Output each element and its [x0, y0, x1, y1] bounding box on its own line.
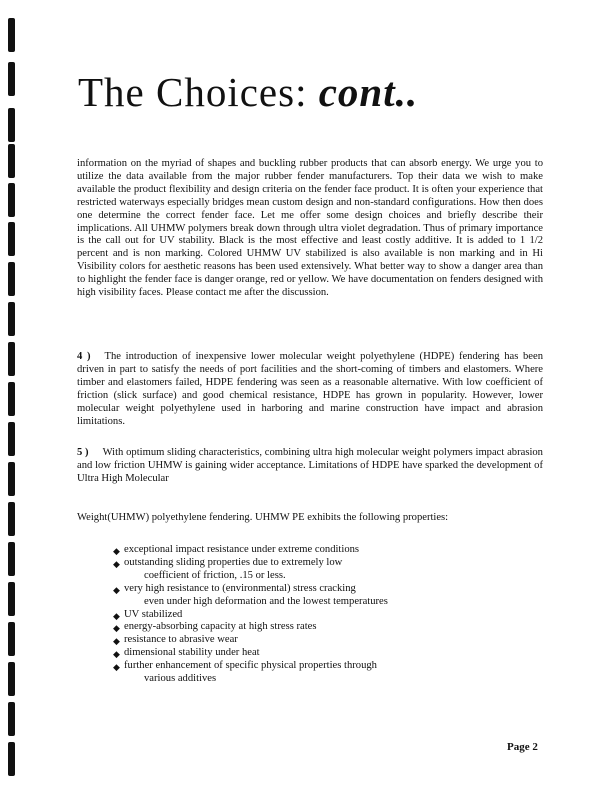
binder-hole: [8, 702, 15, 736]
binder-hole: [8, 662, 15, 696]
list-item: [113, 609, 533, 622]
list-item: [113, 647, 533, 660]
item-5-text: With optimum sliding characteristics, combining ultra high molecular weight polymers impact abrasion and low friction UHMW is gaining wider acceptance. Limitations of HDPE have sparked the development of Ultra High Molecular: [77, 447, 543, 484]
intro-paragraph: [77, 158, 543, 300]
properties-lead-in-text: Weight(UHMW) polyethylene fendering. UHMW PE exhibits the following properties:: [77, 512, 449, 523]
binder-hole: [8, 18, 15, 52]
list-item-text: outstanding sliding properties due to extremely low: [124, 556, 343, 568]
binder-hole: [8, 183, 15, 217]
binder-hole: [8, 422, 15, 456]
list-item-text: dimensional stability under heat: [124, 647, 260, 659]
list-item: [113, 660, 533, 686]
binder-hole: [8, 108, 15, 142]
list-item: [113, 621, 533, 634]
binder-hole: [8, 144, 15, 178]
binder-hole: [8, 262, 15, 296]
list-item-text: resistance to abrasive wear: [124, 634, 238, 646]
list-item-continuation: even under high deformation and the lowest temperatures: [144, 595, 388, 607]
item-5-paragraph: [77, 447, 543, 486]
list-item-text: further enhancement of specific physical properties through: [124, 660, 377, 672]
binder-hole: [8, 462, 15, 496]
diamond-bullet-icon: ◆: [113, 636, 120, 647]
list-item-text: energy-absorbing capacity at high stress rates: [124, 621, 317, 633]
binder-hole: [8, 502, 15, 536]
list-item: [113, 583, 533, 609]
diamond-bullet-icon: ◆: [113, 584, 120, 595]
binder-hole: [8, 302, 15, 336]
properties-lead-in: [77, 512, 543, 525]
item-5-number: 5 ): [77, 447, 89, 458]
binder-hole: [8, 382, 15, 416]
diamond-bullet-icon: ◆: [113, 546, 120, 556]
binder-hole: [8, 582, 15, 616]
list-item: [113, 634, 533, 647]
item-4-text: The introduction of inexpensive lower molecular weight polyethylene (HDPE) fendering has been driven in part to satisfy the needs of port facilities and the short-coming of timbers and elastomers. Where timber and elastomers failed, HDPE fendering was seen as a reasonable alternative. With low coefficient of friction (slick surface) and good chemical resistance, HDPE has grown in popularity. However, lower molecular weight polyethylene used in harboring and marine construction have impact and abrasion limitations.: [77, 351, 543, 427]
item-4-paragraph: [77, 351, 543, 428]
diamond-bullet-icon: ◆: [113, 662, 120, 673]
list-item-text: exceptional impact resistance under extreme conditions: [124, 544, 360, 555]
list-item-continuation: coefficient of friction, .15 or less.: [144, 569, 286, 581]
binder-hole: [8, 742, 15, 776]
diamond-bullet-icon: ◆: [113, 623, 120, 634]
binder-hole: [8, 542, 15, 576]
diamond-bullet-icon: ◆: [113, 558, 120, 569]
diamond-bullet-icon: ◆: [113, 610, 120, 621]
list-item-text: UV stabilized: [124, 608, 183, 620]
page-title-continued: cont..: [318, 69, 419, 115]
properties-list: [113, 544, 533, 686]
diamond-bullet-icon: ◆: [113, 649, 120, 660]
page-title-main: The Choices:: [78, 69, 308, 115]
list-item: [113, 544, 533, 557]
page-title: [78, 68, 418, 116]
page-number: Page 2: [507, 741, 538, 753]
list-item-text: very high resistance to (environmental) stress cracking: [124, 582, 356, 594]
binder-hole: [8, 342, 15, 376]
list-item: [113, 557, 533, 583]
intro-paragraph-text: information on the myriad of shapes and buckling rubber products that can absorb energy. We urge you to utilize the data available from the major rubber fender manufacturers. Top their data we wish to make available the product flexibility and design criteria on the fender face product. It is often your experience that restricted waterways especially bridges mean custom design and non-standard configurations. How then does one determine the correct fender face. Let me offer some design choices and briefly describe their implications. All UHMW polymers break down through ultra violet degradation. Thus of primary importance is the call out for UV stability. Black is the most effective and least costly additive. It is added to 1 1/2 percent and is non marking. Colored UHMW UV stabilized is also available is non marking and in Hi Visibility colors for aesthetic reasons has been used extensively. What better way to show a danger area than to highlight the fender face is danger orange, red or yellow. We have documentation on fenders designed with high visibility faces. Please contact me after the discussion.: [77, 158, 543, 299]
binder-hole: [8, 62, 15, 96]
binder-hole: [8, 622, 15, 656]
binder-holes: [0, 0, 20, 794]
list-item-continuation: various additives: [144, 673, 217, 685]
item-4-number: 4 ): [77, 351, 91, 362]
binder-hole: [8, 222, 15, 256]
